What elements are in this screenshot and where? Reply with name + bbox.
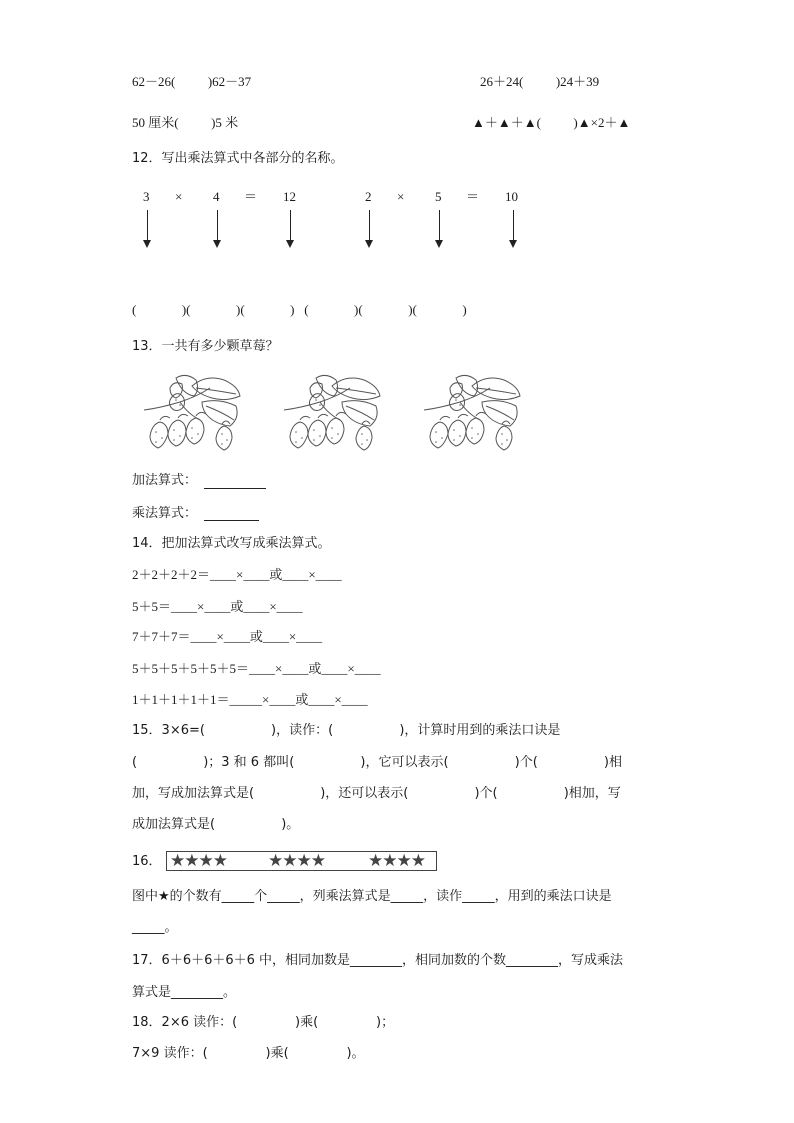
q13-mul-blank[interactable] <box>204 520 259 521</box>
q16-line2: _____。 <box>132 920 178 935</box>
star-groups-box <box>166 851 437 871</box>
eq2-factor2: 5 <box>435 189 442 204</box>
q14-line: 5＋5＝____×____或____×____ <box>132 599 303 614</box>
q13-add-blank[interactable] <box>204 488 266 489</box>
q15-line2: ( )；3 和 6 都叫( )，它可以表示( )个( )相 <box>132 755 622 770</box>
strawberry-picture <box>140 372 250 458</box>
q14-title: 14．把加法算式改写成乘法算式。 <box>132 536 331 551</box>
star-group: ★★★★ <box>170 851 227 871</box>
strawberry-picture <box>420 372 530 458</box>
compare-row1-right: 26＋24( )24＋39 <box>480 74 600 89</box>
star-group: ★★★★ <box>368 851 425 871</box>
eq1-factor1: 3 <box>143 189 150 204</box>
strawberry-picture <box>280 372 390 458</box>
q12-title: 12．写出乘法算式中各部分的名称。 <box>132 151 344 166</box>
q12-answer-blanks: ( )( )( ) ( )( )( ) <box>132 302 467 317</box>
eq1-factor2: 4 <box>213 189 220 204</box>
q14-line: 5＋5＋5＋5＋5＋5＝____×____或____×____ <box>132 661 381 676</box>
eq1-times: × <box>175 189 183 204</box>
q13-mul-label: 乘法算式： <box>132 506 198 521</box>
q17-line1: 17．6＋6＋6＋6＋6 中，相同加数是________，相同加数的个数________，写成乘法 <box>132 953 624 968</box>
q14-line: 2＋2＋2＋2＝____×____或____×____ <box>132 567 342 582</box>
eq2-times: × <box>397 189 405 204</box>
star-group: ★★★★ <box>268 851 325 871</box>
q15-line3: 加，写成加法算式是( )，还可以表示( )个( )相加，写 <box>132 786 621 801</box>
compare-row2-left: 50 厘米( )5 米 <box>132 115 239 130</box>
q16-line1: 图中★的个数有_____个_____，列乘法算式是_____，读作_____，用到的乘法口诀是 <box>132 889 612 904</box>
eq2-factor1: 2 <box>365 189 372 204</box>
eq1-equals: ＝ <box>244 189 258 204</box>
q18-line1: 18．2×6 读作：( )乘( )； <box>132 1015 395 1030</box>
q13-title: 13．一共有多少颗草莓？ <box>132 339 279 354</box>
compare-row1-left: 62－26( )62－37 <box>132 74 252 89</box>
q17-line2: 算式是________。 <box>132 985 237 1000</box>
q15-line1: 15．3×6=( )，读作：( )，计算时用到的乘法口诀是 <box>132 723 561 738</box>
q16-label: 16． <box>132 854 162 869</box>
q18-line2: 7×9 读作：( )乘( )。 <box>132 1046 365 1061</box>
q15-line4: 成加法算式是( )。 <box>132 817 300 832</box>
eq2-equals: ＝ <box>466 189 480 204</box>
q14-line: 7＋7＋7＝____×____或____×____ <box>132 629 323 644</box>
eq1-product: 12 <box>283 189 296 204</box>
compare-row2-right: ▲＋▲＋▲( )▲×2＋▲ <box>472 115 631 130</box>
q13-add-label: 加法算式： <box>132 473 198 488</box>
eq2-product: 10 <box>505 189 518 204</box>
q14-line: 1＋1＋1＋1＋1＝_____×____或____×____ <box>132 692 368 707</box>
